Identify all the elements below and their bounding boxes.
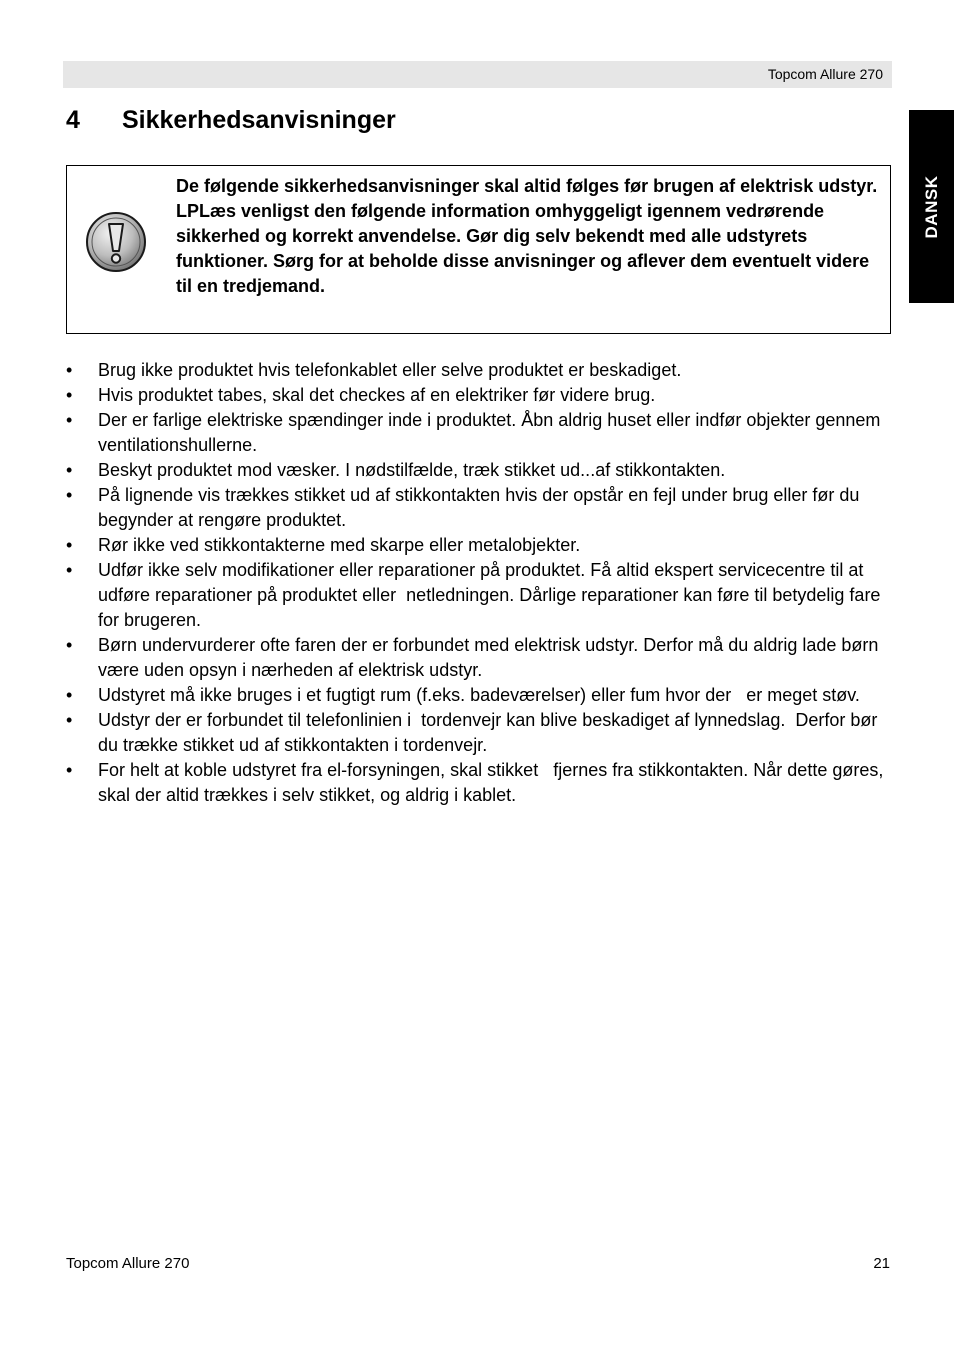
list-item — [66, 708, 890, 758]
header-bar — [63, 61, 892, 88]
safety-bullet-list — [66, 358, 890, 808]
list-item-text: Børn undervurderer ofte faren der er forbundet med elektrisk udstyr. Derfor må du aldrig lade børn være uden opsyn i nærheden af elektrisk udstyr. — [98, 635, 884, 680]
bullet-icon: • — [66, 410, 73, 430]
bullet-icon: • — [66, 360, 73, 380]
list-item — [66, 758, 890, 808]
bullet-icon: • — [66, 635, 73, 655]
list-item-text: På lignende vis trækkes stikket ud af stikkontakten hvis der opstår en fejl under brug eller før du begynder at rengøre produktet. — [98, 485, 865, 530]
page-number: 21 — [873, 1255, 890, 1272]
warning-text — [176, 174, 881, 299]
section-number: 4 — [66, 106, 80, 134]
list-item — [66, 458, 890, 483]
list-item-text: Beskyt produktet mod væsker. I nødstilfælde, træk stikket ud...af stikkontakten. — [98, 460, 726, 480]
bullet-icon: • — [66, 385, 73, 405]
bullet-icon: • — [66, 535, 73, 555]
list-item — [66, 383, 890, 408]
list-item-text: Udstyret må ikke bruges i et fugtigt rum (f.eks. badeværelser) eller fum hvor der er meget støv. — [98, 685, 860, 705]
list-item — [66, 483, 890, 533]
language-tab — [909, 110, 954, 303]
list-item-text: For helt at koble udstyret fra el-forsyningen, skal stikket fjernes fra stikkontakten. Når dette gøres, skal der altid trækkes i selv stikket, og aldrig i kablet. — [98, 760, 889, 805]
bullet-icon: • — [66, 460, 73, 480]
list-item-text: Udstyr der er forbundet til telefonlinien i tordenvejr kan blive beskadiget af lynnedslag. Derfor bør du trække stikket ud af stikkontakten i tordenvejr. — [98, 710, 883, 755]
list-item-text: Hvis produktet tabes, skal det checkes af en elektriker før videre brug. — [98, 385, 656, 405]
footer-product-name: Topcom Allure 270 — [66, 1255, 190, 1272]
header-product-name: Topcom Allure 270 — [767, 66, 883, 82]
bullet-icon: • — [66, 485, 73, 505]
exclamation-icon — [85, 211, 147, 273]
bullet-icon: • — [66, 685, 73, 705]
list-item-text: Udfør ikke selv modifikationer eller reparationer på produktet. Få altid ekspert servicecentre til at udføre reparationer på produktet eller netledningen. Dårlige reparationer kan føre til betydelig fare for brugeren. — [98, 560, 886, 630]
bullet-icon: • — [66, 710, 73, 730]
list-item — [66, 358, 890, 383]
bullet-icon: • — [66, 760, 73, 780]
list-item — [66, 408, 890, 458]
section-heading — [66, 104, 396, 136]
language-tab-label: DANSK — [921, 175, 941, 238]
list-item — [66, 683, 890, 708]
warning-box — [66, 165, 891, 334]
list-item — [66, 533, 890, 558]
list-item-text: Rør ikke ved stikkontakterne med skarpe eller metalobjekter. — [98, 535, 581, 555]
warning-paragraph: De følgende sikkerhedsanvisninger skal altid følges før brugen af elektrisk udstyr. — [176, 176, 878, 196]
bullet-icon: • — [66, 560, 73, 580]
list-item-text: Der er farlige elektriske spændinger inde i produktet. Åbn aldrig huset eller indfør objekter gennem ventilationshullerne. — [98, 410, 886, 455]
list-item — [66, 558, 890, 633]
list-item — [66, 633, 890, 683]
section-title: Sikkerhedsanvisninger — [122, 106, 396, 134]
warning-paragraph: LPLæs venligst den følgende information omhyggeligt igennem vedrørende sikkerhed og korrekt anvendelse. Gør dig selv bekendt med alle udstyrets funktioner. Sørg for at beholde disse anvisninger og aflever dem eventuelt videre til en tredjemand. — [176, 201, 870, 296]
list-item-text: Brug ikke produktet hvis telefonkablet eller selve produktet er beskadiget. — [98, 360, 682, 380]
